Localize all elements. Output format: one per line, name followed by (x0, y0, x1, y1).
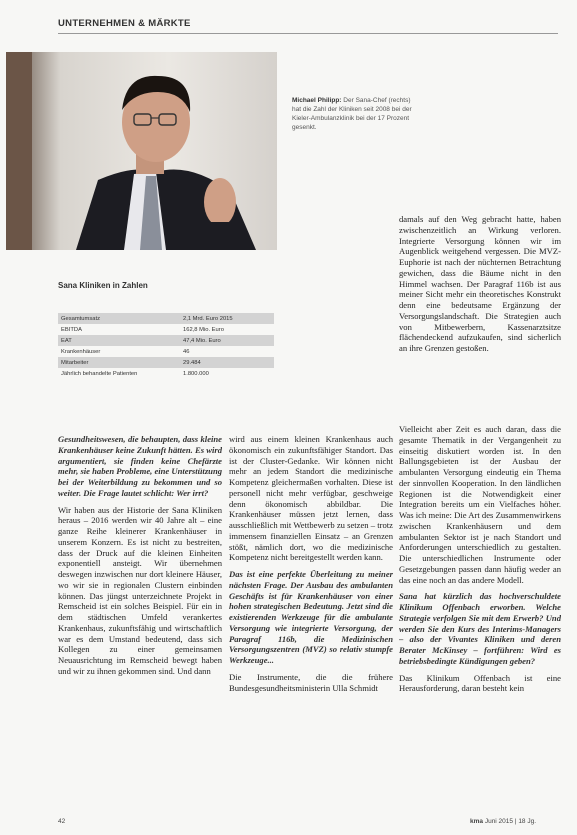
caption-text: Der Sana-Chef (rechts) hat die Zahl der Kliniken seit 2008 bei der Kieler-Ambulanzklinik bei der 17 Prozent gesenkt. (292, 97, 412, 131)
table-title: Sana Kliniken in Zahlen (58, 281, 148, 290)
row-value: 1.800.000 (183, 370, 209, 377)
table-row (58, 346, 274, 357)
table-row (58, 324, 274, 335)
row-value: 46 (183, 348, 190, 355)
answer-paragraph: Die Instrumente, die die frühere Bundesgesundheitsministerin Ulla Schmidt (229, 671, 393, 693)
answer-paragraph: Vielleicht aber Zeit es auch daran, dass die gesamte Thematik in der Vergangenheit zu einseitig diskutiert worden ist. In den Ballungsgebieten ist der Ausbau der ambulanten Versorgung eindeutig ein Thema der sinnvollen Kooperation. In den ländlichen Regionen ist die Notwendigkeit einer Integration bereits um ein Vielfaches höher. Was ich meine: Die Art des Zusammenwirkens zwischen Krankenhäusern und dem ambulanten Sektor ist je nach Standort und Anforderungen unterschiedlich zu gestalten. Die unterschiedlichen Instrumente oder Gesetzgebungen passen dann häufig weder an das eine noch an das andere Modell. (399, 424, 561, 585)
answer-paragraph: Das Klinikum Offenbach ist eine Herausforderung, daran besteht kein (399, 672, 561, 694)
footer-brand: kma (470, 818, 484, 825)
table-row (58, 368, 274, 379)
column1 (58, 434, 222, 810)
column2 (229, 434, 393, 810)
portrait-photo (6, 52, 277, 250)
column3 (399, 424, 561, 810)
row-label: Jährlich behandelte Patienten (61, 370, 138, 377)
figures-table (58, 313, 274, 379)
table-row (58, 335, 274, 346)
row-label: EBITDA (61, 326, 82, 333)
answer-paragraph: Wir haben aus der Historie der Sana Kliniken heraus – 2016 werden wir 40 Jahre alt – eine ganze Reihe kleinerer Krankenhäuser in unserem Konzern. Es ist nicht zu bestreiten, dass der Druck auf die kleinen Einheiten exponentiell ansteigt. Wir übernehmen deswegen inzwischen nur dort kleinere Häuser, wo wir sie in regionalen Clustern einbinden können. Das jüngst unterzeichnete Projekt in Remscheid ist ein solches Beispiel. Für ein in dem städtischen Umfeld verankertes Krankenhaus, zukunftsfähig und wirtschaftlich war es dem Umstand bedeutend, dass sich Kollegen zu einer gemeinsamen Neuausrichtung im Remscheid bewegt haben und wir zu ihnen gekommen sind. Und dann (58, 504, 222, 676)
question-paragraph: Sana hat kürzlich das hochverschuldete Klinikum Offenbach erworben. Welche Strategie verfolgen Sie mit dem Erwerb? Und werden Sie den Kurs des Interims-Managers – also der Vivantes Kliniken und deren Berater McKinsey – fortführen: Wird es betriebsbedingte Kündigungen geben? (399, 591, 561, 666)
table-row (58, 313, 274, 324)
table-row (58, 357, 274, 368)
page-number: 42 (58, 818, 66, 825)
footer-date: Juni 2015 | 18 Jg. (484, 818, 537, 825)
row-label: Gesamtumsatz (58, 313, 180, 324)
row-label: Mitarbeiter (58, 357, 180, 368)
row-value: 162,8 Mio. Euro (183, 326, 224, 333)
top-divider (58, 33, 558, 34)
answer-paragraph: damals auf den Weg gebracht hatte, haben zwischenzeitlich an Wirkung verloren. Integrierte Versorgung können wir im Augenblick weitgehend vergessen. Die MVZ-Euphorie ist nach der nüchternen Betrachtung gewichen, dass die Bäume nicht in den Himmel wachsen. Der Paragraf 116b ist aus meiner Sicht mehr ein theoretisches Konstrukt denn eine bedeutsame Ergänzung der Versorgungslandschaft. Die Strategien auch von Mitbewerbern, Kassenarztsitze flächendeckend aufzukaufen, sind sicherlich an ihre Grenzen gestoßen. (399, 214, 561, 353)
row-value: 29.484 (180, 357, 274, 368)
row-value: 2,1 Mrd. Euro 2015 (180, 313, 274, 324)
photo-caption (292, 96, 412, 132)
row-label: Krankenhäuser (61, 348, 101, 355)
section-label: UNTERNEHMEN & MÄRKTE (58, 18, 191, 29)
column3-top (399, 214, 561, 406)
row-value: 47,4 Mio. Euro (180, 335, 274, 346)
answer-paragraph: wird aus einem kleinen Krankenhaus auch ökonomisch ein zukunftsfähiger Standort. Das ist der Cluster-Gedanke. Wir können nicht mehr an jedem Standort die medizinische Kompetenz gleichermaßen vorhalten. Diese ist personell nicht mehr verfügbar, geschweige denn ökonomisch abbildbar. Die Krankenhäuser müssen jetzt lernen, dass ausschließlich mit Wettbewerb zu setzen – trotz immensem finanziellen Einsatz – an Grenzen stößt, nämlich dort, wo die medizinische Kompetenz nicht bereitgestellt werden kann. (229, 434, 393, 563)
footer-issue (470, 818, 536, 825)
question-paragraph: Gesundheitswesen, die behaupten, dass kleine Krankenhäuser keine Zukunft hätten. Es wird argumentiert, sie finden keine Chefärzte mehr, sie haben Probleme, eine Unterstützung bei der Weiterbildung zu bekommen und so weiter. Die Frage lautet schlicht: Wer irrt? (58, 434, 222, 498)
caption-name: Michael Philipp: (292, 97, 342, 104)
row-label: EAT (58, 335, 180, 346)
question-paragraph: Das ist eine perfekte Überleitung zu meiner nächsten Frage. Der Ausbau des ambulanten Geschäfts ist für Krankenhäuser von einer hohen strategischen Bedeutung. Jetzt sind die existierenden Werkzeuge für die ambulante Versorgung wie integrierte Versorgung, der Paragraf 116b, die Medizinischen Versorgungszentren (MVZ) so relativ stumpfe Werkzeuge... (229, 569, 393, 665)
